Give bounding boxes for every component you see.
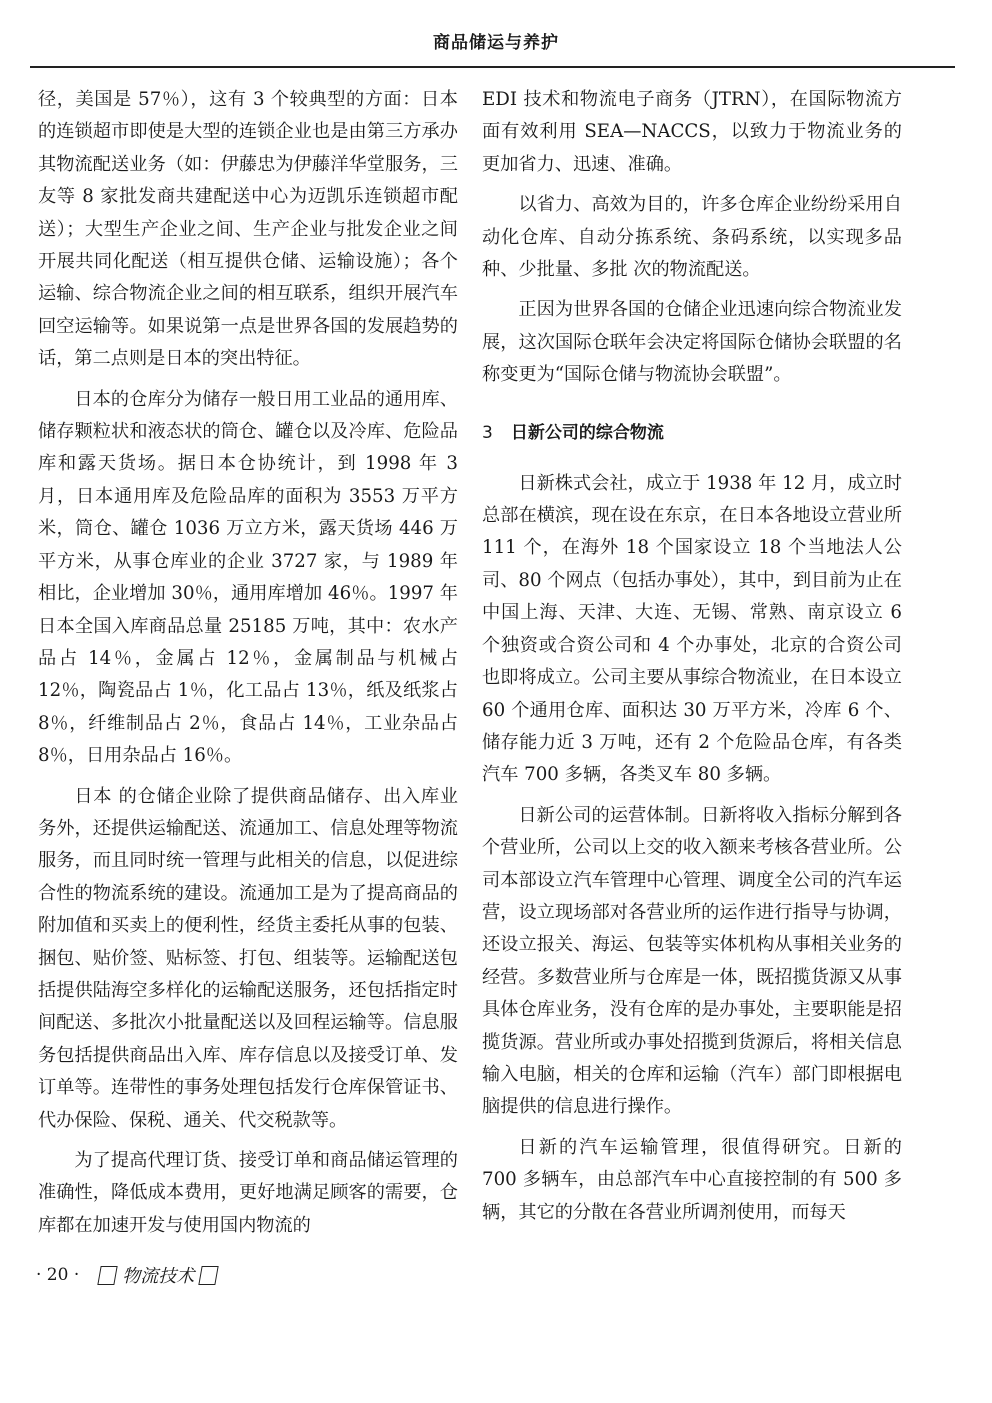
paragraph: 日本的仓库分为储存一般日用工业品的通用库、储存颗粒状和液态状的筒仓、罐仓以及冷库、危险品库和露天货场。据日本仓协统计，到 1998 年 3 月，日本通用库及危险品库的面积为 3553 万平方米，筒仓、罐仓 1036 万立方米，露天货场 446 万平方米，从事仓库业的企业 3727 家，与 1989 年相比，企业增加 30％，通用库增加 46％。1997 年日本全国入库商品总量 25185 万吨，其中：农水产品占 14％，金属占 12％，金属制品与机械占 12％，陶瓷品占 1％，化工品占 13％，纸及纸浆占 8％，纤维制品占 2％，食品占 14％，工业杂品占 8％，日用杂品占 16％。 — [38, 388, 458, 767]
paragraph: 径，美国是 57％），这有 3 个较典型的方面：日本的连锁超市即使是大型的连锁企业也是由第三方承办其物流配送业务（如：伊藤忠为伊藤洋华堂服务，三友等 8 家批发商共建配送中心为迈凯乐连锁超市配送）；大型生产企业之间、生产企业与批发企业之间开展共同化配送（相互提供仓储、运输设施）；各个运输、综合物流企业之间的相互联系，组织开展汽车回空运输等。如果说第一点是世界各国的发展趋势的话，第二点则是日本的突出特征。 — [38, 89, 458, 370]
right-column — [482, 84, 902, 1229]
header-rule — [30, 66, 955, 68]
journal-name: 物流技术 — [122, 1266, 195, 1287]
box-ornament-icon — [98, 1266, 118, 1285]
paragraph: 正因为世界各国的仓储企业迅速向综合物流业发展，这次国际仓联年会决定将国际仓储协会联盟的名称变更为“国际仓储与物流协会联盟”。 — [482, 299, 902, 386]
paragraph: 日新的汽车运输管理，很值得研究。日新的 700 多辆车，由总部汽车中心直接控制的有 500 多辆，其它的分散在各营业所调剂使用，而每天 — [482, 1136, 902, 1223]
section-number: 3 — [482, 422, 493, 443]
paragraph: 日新株式会社，成立于 1938 年 12 月，成立时总部在横滨，现在设在东京，在日本各地设立营业所 111 个，在海外 18 个国家设立 18 个当地法人公司、80 个网点（包括办事处），其中，到目前为止在中国上海、天津、大连、无锡、常熟、南京设立 6 个独资或合资公司和 4 个办事处，北京的合资公司也即将成立。公司主要从事综合物流业，在日本设立 60 个通用仓库、面积达 30 万平方米，冷库 6 个、储存能力近 3 万吨，还有 2 个危险品仓库，有各类汽车 700 多辆，各类叉车 80 多辆。 — [482, 472, 902, 786]
paragraph: 以省力、高效为目的，许多仓库企业纷纷采用自动化仓库、自动分拣系统、条码系统，以实现多品种、少批量、多批 次的物流配送。 — [482, 194, 902, 281]
paragraph: 日本 的仓储企业除了提供商品储存、出入库业务外，还提供运输配送、流通加工、信息处理等物流服务，而且同时统一管理与此相关的信息，以促进综合性的物流系统的建设。流通加工是为了提高商品的附加值和买卖上的便利性，经货主委托从事的包装、捆包、贴价签、贴标签、打包、组装等。运输配送包括提供陆海空多样化的运输配送服务，还包括指定时间配送、多批次小批量配送以及回程运输等。信息服务包括提供商品出入库、库存信息以及接受订单、发订单等。连带性的事务处理包括发行仓库保管证书、代办保险、保税、通关、代交税款等。 — [38, 785, 458, 1131]
section-heading — [482, 418, 902, 448]
page-footer — [36, 1262, 223, 1288]
box-ornament-icon — [199, 1266, 219, 1285]
paragraph: 日新公司的运营体制。日新将收入指标分解到各个营业所，公司以上交的收入额来考核各营业所。公司本部设立汽车管理中心管理、调度全公司的汽车运营，设立现场部对各营业所的运作进行指导与协调，还设立报关、海运、包装等实体机构从事相关业务的经营。多数营业所与仓库是一体，既招揽货源又从事具体仓库业务，没有仓库的是办事处，主要职能是招揽货源。营业所或办事处招揽到货源后，将相关信息输入电脑，相关的仓库和运输（汽车）部门即根据电脑提供的信息进行操作。 — [482, 804, 902, 1118]
paragraph: 为了提高代理订货、接受订单和商品储运管理的准确性，降低成本费用，更好地满足顾客的需要，仓库都在加速开发与使用国内物流的 — [38, 1150, 458, 1236]
running-header: 商品储运与养护 — [433, 33, 559, 53]
section-title: 日新公司的综合物流 — [510, 422, 664, 443]
left-column — [38, 84, 458, 1242]
paragraph: EDI 技术和物流电子商务（JTRN），在国际物流方面有效利用 SEA—NACCS，以致力于物流业务的更加省力、迅速、准确。 — [482, 89, 902, 175]
page-number: · 20 · — [36, 1265, 80, 1285]
